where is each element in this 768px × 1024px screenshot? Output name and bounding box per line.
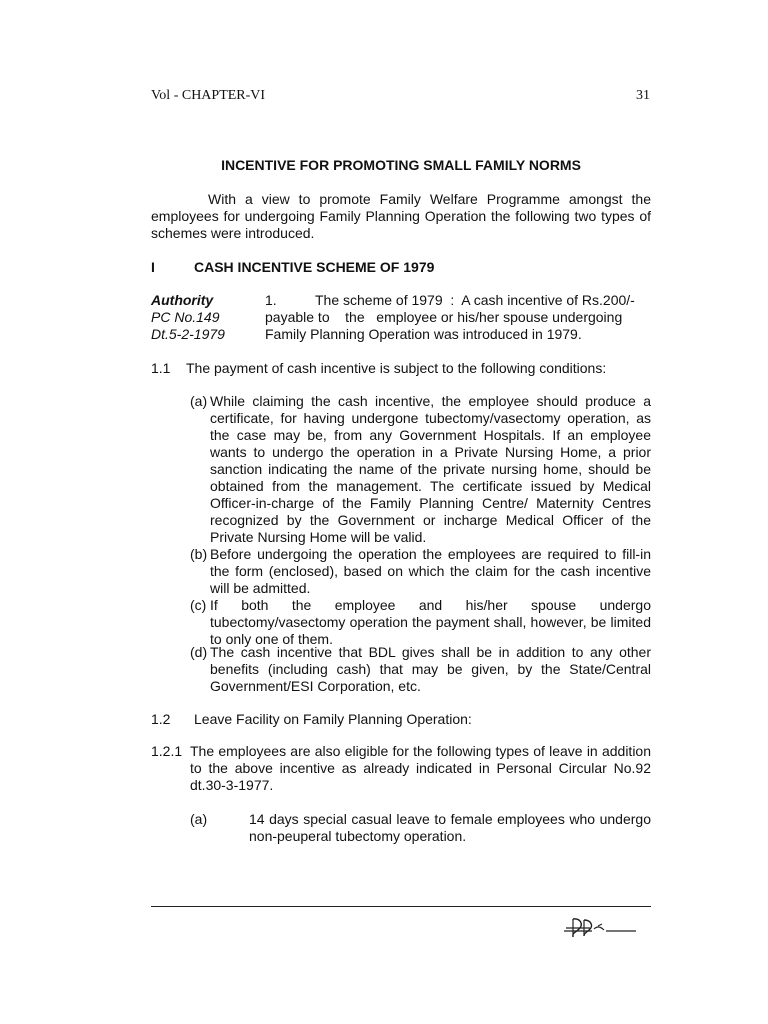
section-title: CASH INCENTIVE SCHEME OF 1979	[194, 259, 435, 275]
intro-paragraph: With a view to promote Family Welfare Programme amongst the employees for undergoing Family Planning Operation the following two types of schemes were introduced.	[151, 191, 651, 241]
para-number: 1.2	[151, 711, 171, 727]
scheme-line-2: payable to the employee or his/her spouse undergoing	[265, 309, 623, 325]
condition-d	[190, 644, 651, 695]
authority-column	[151, 292, 225, 343]
condition-c	[190, 597, 655, 648]
condition-label: (a)	[190, 393, 208, 409]
chapter-header: Vol - CHAPTER-VI	[151, 88, 266, 103]
para-number: 1.1	[151, 360, 171, 376]
condition-text: The cash incentive that BDL gives shall be in addition to any other benefits (including cash) that may be given, by the State/Central Government/ESI Corporation, etc.	[210, 644, 651, 694]
condition-text: If both the employee and his/her spouse undergo tubectomy/vasectomy operation the payment shall, however, be limited to only one of them.	[210, 597, 655, 647]
condition-label: (c)	[190, 597, 207, 613]
condition-label: (b)	[190, 546, 208, 562]
para-number: 1.2.1	[151, 743, 183, 759]
footer-rule	[151, 906, 651, 907]
para-text: Leave Facility on Family Planning Operation:	[194, 711, 472, 727]
item-text: 14 days special casual leave to female employees who undergo non-peuperal tubectomy operation.	[249, 811, 651, 844]
condition-text: Before undergoing the operation the employees are required to fill-in the form (enclosed), based on which the claim for the cash incentive will be admitted.	[210, 546, 651, 596]
page-number: 31	[636, 88, 650, 103]
para-1-2-1	[151, 743, 651, 794]
signature-mark	[560, 910, 640, 944]
scheme-line-1: The scheme of 1979 : A cash incentive of Rs.200/-	[315, 292, 635, 308]
para-text: The employees are also eligible for the following types of leave in addition to the above incentive as already indicated in Personal Circular No.92 dt.30-3-1977.	[190, 743, 651, 793]
clause-number: 1.	[265, 292, 277, 308]
authority-ref-date: Dt.5-2-1979	[151, 326, 225, 342]
condition-label: (d)	[190, 644, 208, 660]
condition-a	[190, 393, 651, 546]
page-title: INCENTIVE FOR PROMOTING SMALL FAMILY NORMS	[221, 157, 581, 173]
condition-text: While claiming the cash incentive, the employee should produce a certificate, for having undergone tubectomy/vasectomy operation, as the case may be, from any Government Hospitals. If an employee wants to undergo the operation in a Private Nursing Home, a prior sanction indicating the name of the private nursing home, should be obtained from the management. The certificate issued by Medical Officer-in-charge of the Family Planning Centre/ Maternity Centres recognized by the Government or incharge Medical Officer of the Private Nursing Home will be valid.	[210, 393, 651, 545]
authority-ref-pc: PC No.149	[151, 309, 220, 325]
scheme-line-3: Family Planning Operation was introduced in 1979.	[265, 326, 582, 342]
scheme-1979-paragraph	[265, 292, 655, 343]
authority-label: Authority	[151, 292, 214, 308]
condition-b	[190, 546, 651, 597]
item-label: (a)	[190, 811, 208, 827]
leave-item-a	[190, 811, 651, 845]
section-number: I	[151, 259, 155, 275]
para-text: The payment of cash incentive is subject to the following conditions:	[186, 360, 607, 376]
